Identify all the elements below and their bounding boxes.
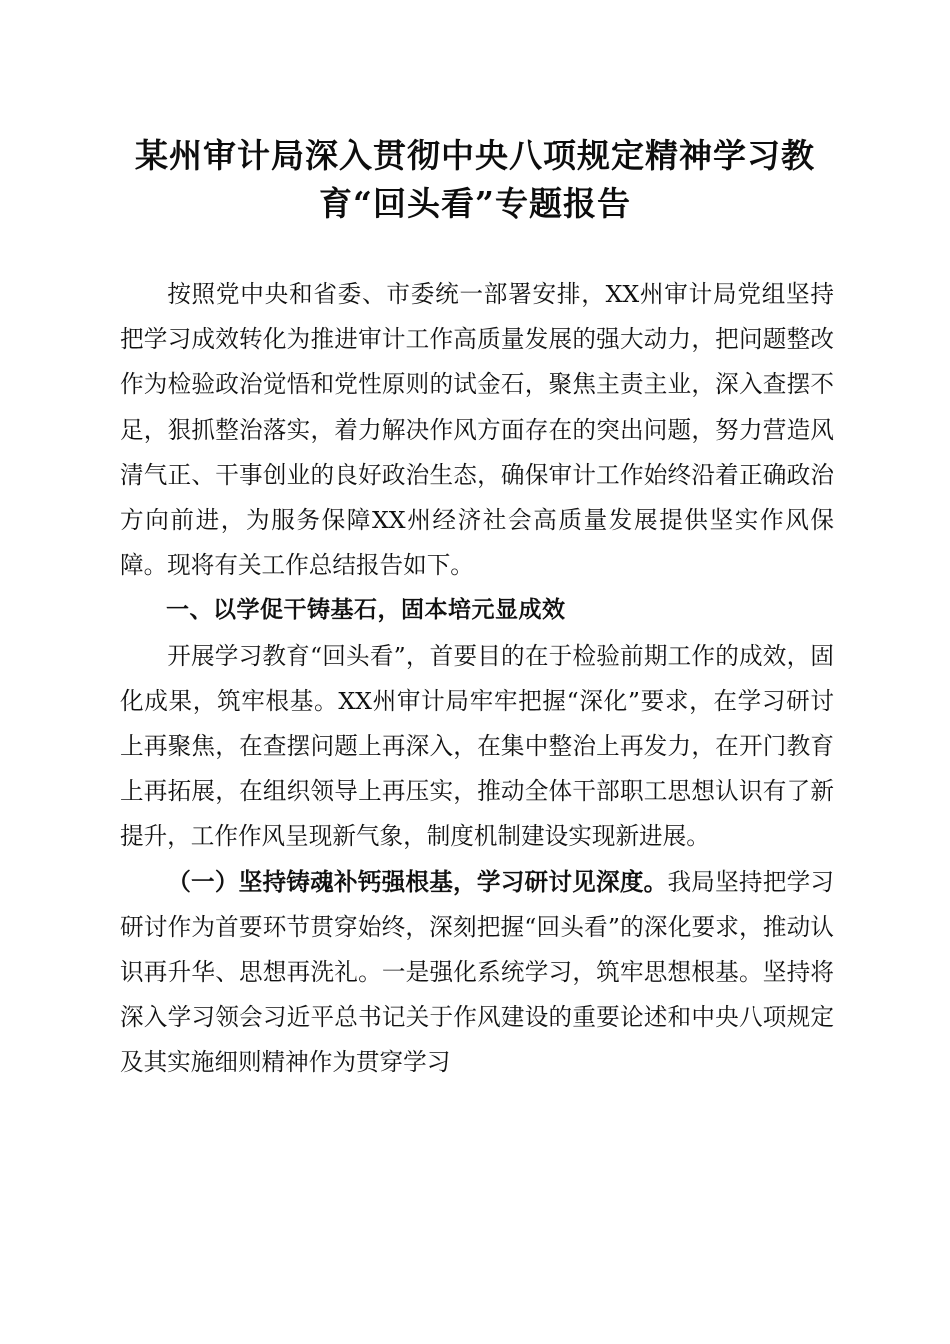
section-1-heading: 一、以学促干铸基石，固本培元显成效 [166, 597, 566, 624]
intro-paragraph: 按照党中央和省委、市委统一部署安排，XX州审计局党组坚持把学习成效转化为推进审计工作高质量发展的强大动力，把问题整改作为检验政治觉悟和党性原则的试金石，聚焦主责主业，深入查摆不足，狠抓整治落实，着力解决作风方面存在的突出问题，努力营造风清气正、干事创业的良好政治生态，确保审计工作始终沿着正确政治方向前进，为服务保障XX州经济社会高质量发展提供坚实作风保障。现将有关工作总结报告如下。 [120, 280, 834, 580]
document-title-line-1: 某州审计局深入贯彻中央八项规定精神学习教 [135, 136, 815, 175]
subsection-1-text: 我局坚持把学习研讨作为首要环节贯穿始终，深刻把握“回头看”的深化要求，推动认识再升华、思想再洗礼。一是强化系统学习，筑牢思想根基。坚持将深入学习领会习近平总书记关于作风建设的重要论述和中央八项规定及其实施细则精神作为贯穿学习 [120, 867, 834, 1077]
subsection-1-paragraph [120, 860, 834, 1086]
section-1-paragraph: 开展学习教育“回头看”，首要目的在于检验前期工作的成效，固化成果，筑牢根基。XX州审计局牢牢把握“深化”要求，在学习研讨上再聚焦，在查摆问题上再深入，在集中整治上再发力，在开门教育上再拓展，在组织领导上再压实，推动全体干部职工思想认识有了新提升，工作作风呈现新气象，制度机制建设实现新进展。 [120, 641, 834, 851]
subsection-1-heading: （一）坚持铸魂补钙强根基，学习研讨见深度。 [167, 867, 668, 896]
document-body [120, 272, 834, 1086]
document-title-line-2: 育“回头看”专题报告 [319, 184, 631, 223]
